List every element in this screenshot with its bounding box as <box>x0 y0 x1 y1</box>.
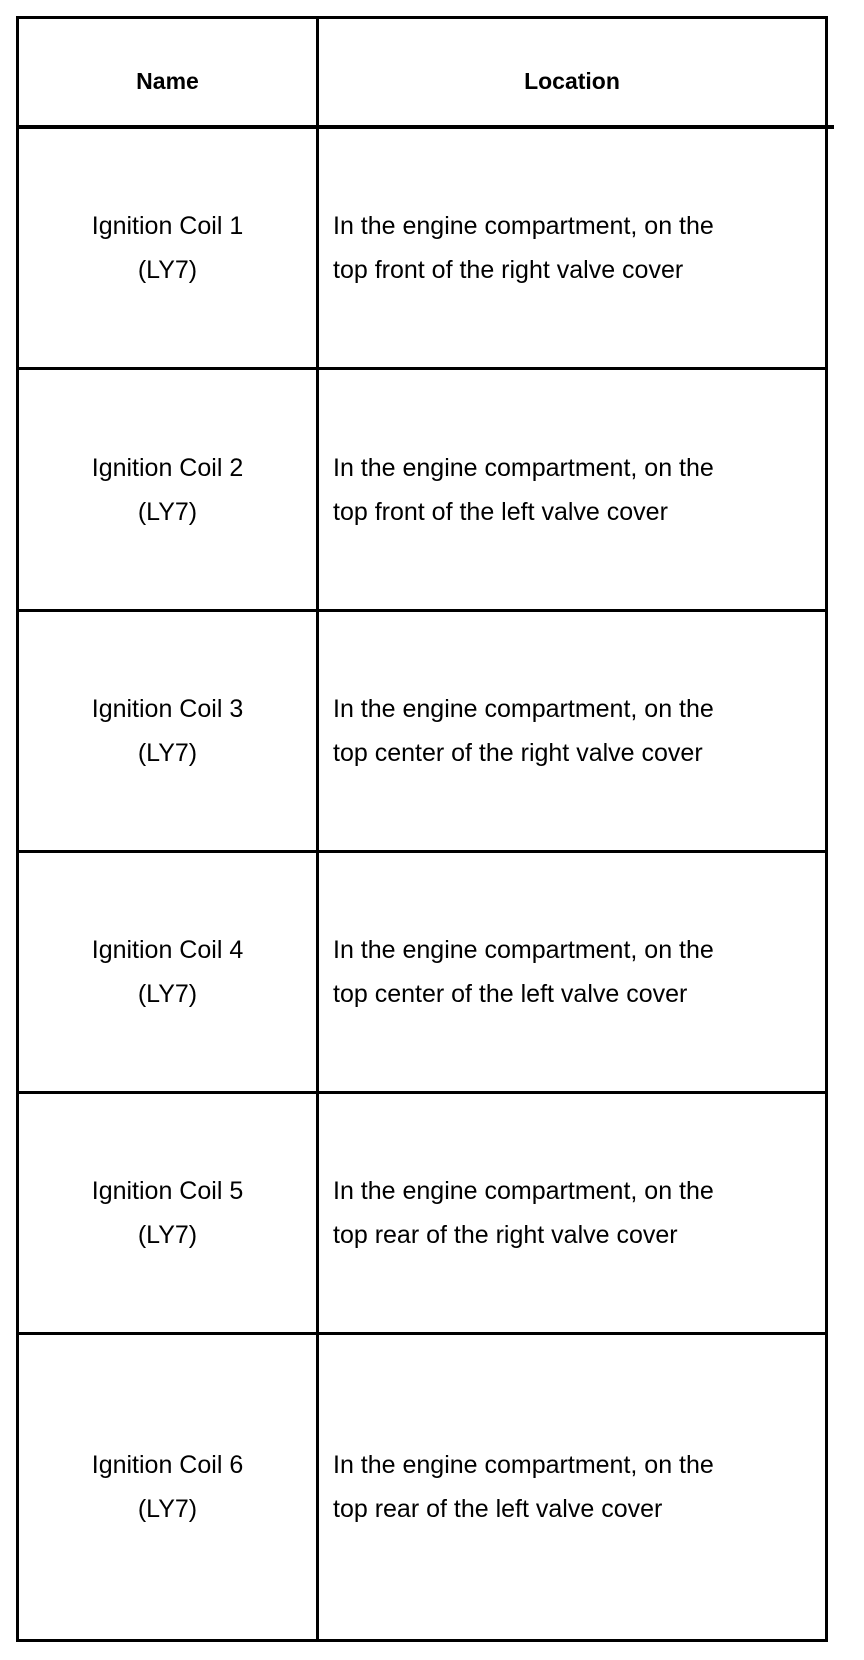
name-column-header: Name <box>136 67 199 94</box>
table-row-6-name <box>19 1335 316 1639</box>
name-cell-text: Ignition Coil 1 (LY7) <box>91 212 244 284</box>
table-row-5-name <box>19 1094 316 1332</box>
location-cell-text: In the engine compartment, on the top rear of the left valve cover <box>333 1451 714 1523</box>
name-cell-text: Ignition Coil 4 (LY7) <box>91 936 244 1008</box>
name-cell-text: Ignition Coil 6 (LY7) <box>91 1451 244 1523</box>
table-row-5-location <box>319 1094 825 1332</box>
table-row-4-location <box>319 853 825 1091</box>
table-row-3-name <box>19 612 316 850</box>
name-cell-text: Ignition Coil 2 (LY7) <box>91 453 244 526</box>
table-row-1-name <box>19 129 316 367</box>
component-location-table <box>16 16 828 1642</box>
location-cell-text: In the engine compartment, on the top center of the left valve cover <box>333 936 714 1008</box>
location-cell-text: In the engine compartment, on the top front of the left valve cover <box>333 453 714 526</box>
location-cell-text: In the engine compartment, on the top center of the right valve cover <box>333 695 714 767</box>
table-row-2-location <box>319 370 825 609</box>
location-cell-text: In the engine compartment, on the top front of the right valve cover <box>333 212 714 284</box>
table-row-4-name <box>19 853 316 1091</box>
location-cell-text: In the engine compartment, on the top rear of the right valve cover <box>333 1177 714 1249</box>
name-cell-text: Ignition Coil 5 (LY7) <box>91 1177 244 1249</box>
table-row-6-location <box>319 1335 825 1639</box>
location-column-header: Location <box>524 67 620 94</box>
name-cell-text: Ignition Coil 3 (LY7) <box>91 695 244 767</box>
table-row-3-location <box>319 612 825 850</box>
table-row-2-name <box>19 370 316 609</box>
table-row-1-location <box>319 129 825 367</box>
